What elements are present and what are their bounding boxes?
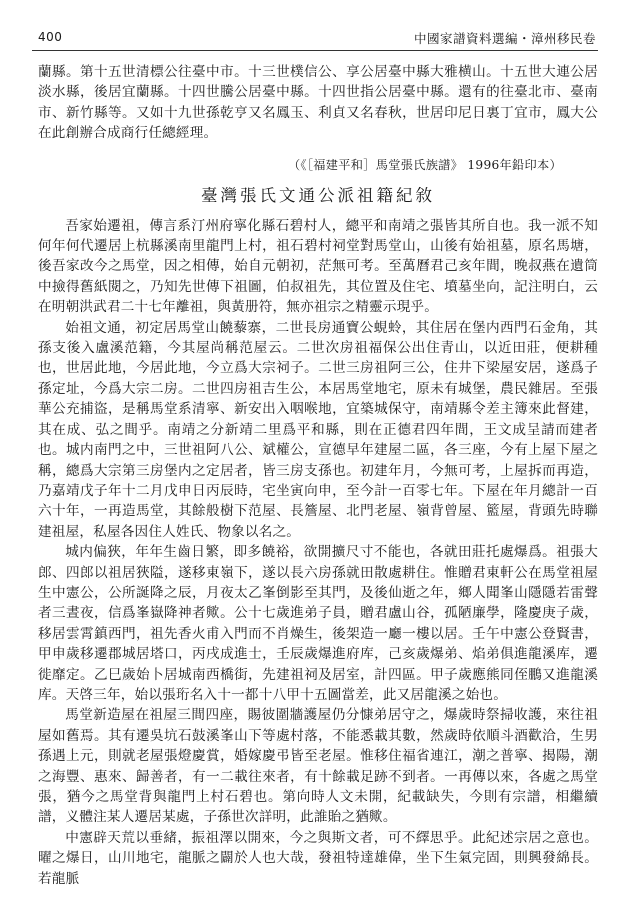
page-header xyxy=(32,28,598,51)
page-body xyxy=(38,62,598,889)
paragraph-3: 城内偏狹，年年生齒日繁，即多饒裕，欲開擴尺寸不能也，各就田莊托處爆爲。祖張大郎、四郎以祖居狹隘，遂移東嶺下，遂以長六房孫就田散處耕住。惟贈君東軒公在馬堂祖屋生中憲公，公所誕降之辰，月夜太乙峯倒影至其門，及後仙逝之年，鄉人聞峯山隱隱若雷聲者三晝夜，信爲峯嶽降神者歟。公十七歲進弟子員，贈君盧山谷，孤陋廉學，隆慶庚子歲，移居雲霄鎮西門，祖先香火甫入門而不肖燥生，後架造一廳一樓以居。壬午中憲公登賢書，甲申歲移遷郡城居塔口，丙戌成進士，壬辰歲爆進府库，己亥歲爆弟、焰弟俱進龍溪库，遷徙靡定。乙巳歲始卜居城南西橋街，先建祖祠及居室，計四區。甲子歲應熊同侄鵬又進龍溪库。天啓三年，始以張珩名入十一都十八甲十五圖當差，此又居龍溪之始也。 xyxy=(38,544,598,703)
paragraph-1: 吾家始遷祖，傳言系汀州府寧化縣石碧村人，總平和南靖之張皆其所自也。我一派不知何年何代遷居上杭縣溪南里龍門上村，祖石碧村祠堂對馬堂山，山後有始祖墓，原名馬塘，後吾家改今之馬堂，因之相傳，始自元朝初，茫無可考。至萬曆君己亥年間，晚叔燕在遺筒中撿得舊紙閱之，乃知先世傳下祖圖，伯叔祖先，其位置及住宅、墳墓坐向，記注明白，云在明朝洪武君二十七年離祖，與黃册符，無亦祖宗之精靈示現乎。 xyxy=(38,217,598,316)
section-title: 臺灣張氏文通公派祖籍紀敘 xyxy=(201,185,435,205)
paragraph-5: 中憲辟天荒以垂緒，振祖澤以開來，今之與斯文者，可不繹思乎。此紀述宗居之意也。曜之爆日，山川地宅，龍脈之闢於人也大哉，發祖特達雄偉，坐下生氣完固，則興發綿長。若龍脈 xyxy=(38,829,598,887)
paragraph-4: 馬堂新造屋在祖屋三間四座，賜彼圍牆護屋仍分慷弟居守之，爆歲時祭掃收護，來往祖屋如舊焉。其有遷吳坑石鼓溪峯山下等處村落，不能悉載其數，然歲時依順斗酒歡洽，生男孫遇上元，則就老屋張燈慶賞，婚嫁慶弔皆至老屋。惟移住福省連江，潮之普寧、揭陽，潮之海豐、惠來、歸善者，有一二載往來者，有十餘載足跡不到者。一再傳以來，各處之馬堂張，猶今之馬堂背與龍門上村石碧也。第向時人文未開，紀載缺失，今則有宗譜，相繼續譜，义體注某人遷居某處，子孫世次詳明，此誰貽之猶歟。 xyxy=(38,707,598,826)
running-head: 中國家譜資料選編・漳州移民卷 xyxy=(413,31,596,46)
source-citation: （《［福建平和］馬堂張氏族譜》 1996年鉛印本） xyxy=(288,157,562,172)
continuation-paragraph: 蘭縣。第十五世清標公往臺中市。十三世樸信公、享公居臺中縣大雅横山。十五世大連公居淡水縣，後居宜蘭縣。十四世騰公居臺中縣。十四世指公居臺中縣。還有的往臺北市、臺南市、新竹縣等。又如十九世孫乾亨又名鳳玉、利貞又名春秋，世居印尼日裏丁宜市，鳳大公在此創辦合成商行任總經理。 xyxy=(38,64,598,142)
paragraph-2: 始祖文通，初定居馬堂山饒藜寨，二世長房通寶公蜆蛉，其住居在堡内西門石金角，其孫支後入盧溪范籍，今其屋尚稱范屋云。二世次房祖福保公出住青山，以近田莊，便耕種也，世居此地，今居此地，今立爲大宗祠子。二世三房祖阿三公，住井下梁屋安居，遂爲子孫定址，今爲大宗二房。二世四房祖吉生公，本居馬堂地宅，原未有城堡，農民雜居。至張華公充捕盜，是稱馬堂系清寧、新安出入咽喉地，宜築城保守，南靖縣令差主簿來此督建，其在成、弘之間乎。南靖之分新靖二里爲平和縣，則在正德君四年間，王文成呈請而建者也。城内南門之中，三世祖阿八公、斌權公，宣德早年建屋二區，各三座，今有上屋下屋之稱，總爲大宗第三房堡内之定居者，皆三房支孫也。初建年月，今無可考，上屋拆而再造，乃嘉靖戊子年十二月戊申日丙辰時，宅坐寅向申，至今計一百零七年。下屋在年月總計一百六十年，一再造馬堂，其餘般樹下范屋、長簷屋、北門老屋、嶺背曾屋、籃屋，背頭先時聯建祖屋，私屋各因住人姓氏、物象以名之。 xyxy=(38,319,598,540)
page-number: 400 xyxy=(38,30,63,44)
